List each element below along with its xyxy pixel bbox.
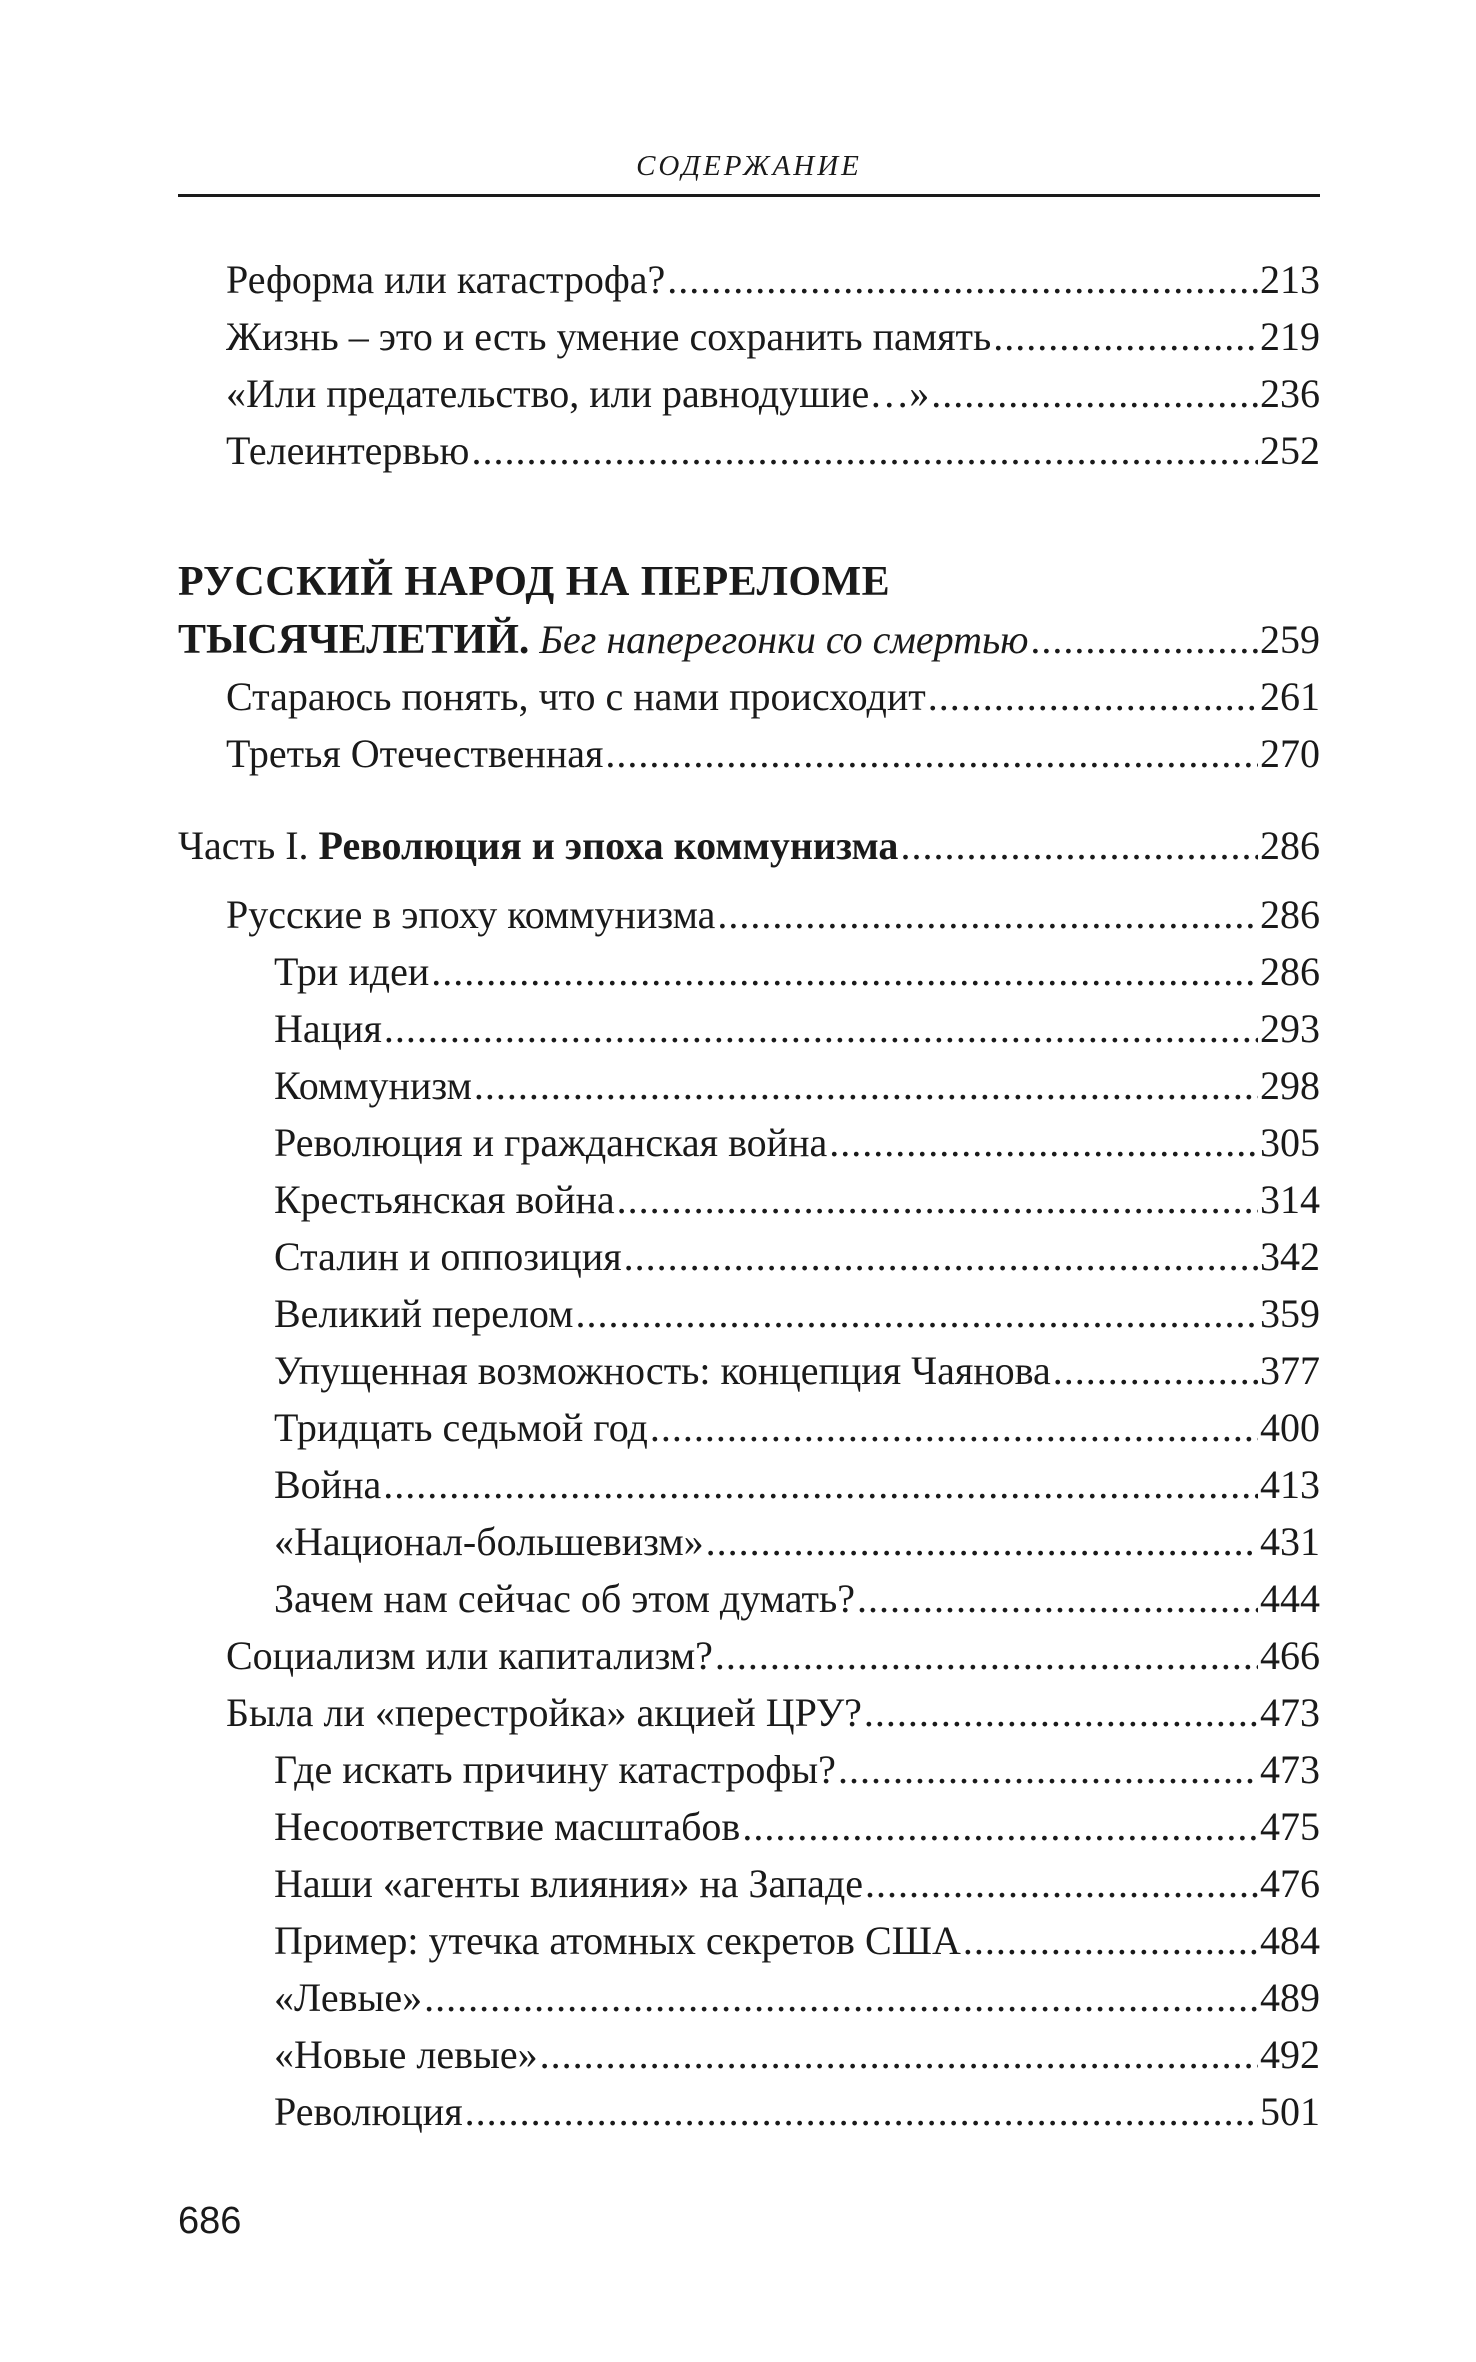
leader-dots [575, 1286, 1258, 1342]
leader-dots [900, 818, 1258, 874]
leader-dots [474, 1058, 1258, 1114]
toc-entry-title: «Или предательство, или равнодушие…» [226, 371, 930, 416]
leader-dots [717, 887, 1258, 943]
leader-dots [624, 1229, 1258, 1285]
toc-entry[interactable] [226, 252, 1320, 308]
section-subtitle: Бег наперегонки со смертью [539, 617, 1029, 662]
toc-entry-title: Стараюсь понять, что с нами происходит [226, 674, 926, 719]
toc-entry-page: 444 [1260, 1576, 1320, 1621]
toc-entry[interactable] [274, 2027, 1320, 2083]
toc-entry[interactable] [274, 944, 1320, 1000]
toc-entry-page: 298 [1260, 1063, 1320, 1108]
toc-entry[interactable] [274, 1115, 1320, 1171]
toc-entry[interactable] [274, 1229, 1320, 1285]
toc-entry[interactable] [226, 366, 1320, 422]
toc-entry-page: 286 [1260, 892, 1320, 937]
toc-entry-title: Упущенная возможность: концепция Чаянова [274, 1348, 1051, 1393]
leader-dots [931, 366, 1258, 422]
toc-entry[interactable] [226, 1628, 1320, 1684]
header-rule [178, 194, 1320, 197]
toc-entry-title: Телеинтервью [226, 428, 470, 473]
toc-entry-page: 261 [1260, 674, 1320, 719]
toc-entry-title: «Новые левые» [274, 2032, 538, 2077]
toc-entry-page: 475 [1260, 1804, 1320, 1849]
toc-entry[interactable] [226, 669, 1320, 725]
leader-dots [829, 1115, 1258, 1171]
toc-entry-title: Революция [274, 2089, 463, 2134]
toc-entry-page: 252 [1260, 428, 1320, 473]
toc-entry-title: Была ли «перестройка» акцией ЦРУ? [226, 1690, 862, 1735]
section-entry[interactable] [178, 612, 1320, 668]
toc-entry-page: 473 [1260, 1747, 1320, 1792]
toc-entry-title: Тридцать седьмой год [274, 1405, 648, 1450]
toc-entry-title: Несоответствие масштабов [274, 1804, 741, 1849]
leader-dots [540, 2027, 1258, 2083]
toc-entry-title: Зачем нам сейчас об этом думать? [274, 1576, 855, 1621]
toc-entry-title: Наши «агенты влияния» на Западе [274, 1861, 864, 1906]
toc-entry-title: Жизнь – это и есть умение сохранить память [226, 314, 992, 359]
toc-entry-page: 236 [1260, 371, 1320, 416]
toc-entry[interactable] [274, 1400, 1320, 1456]
section-entry-title [178, 612, 1028, 668]
section-heading: РУССКИЙ НАРОД НА ПЕРЕЛОМЕ [178, 559, 891, 605]
toc-entry[interactable] [274, 1286, 1320, 1342]
toc-entry[interactable] [226, 887, 1320, 943]
leader-dots [383, 1457, 1258, 1513]
leader-dots [471, 423, 1258, 479]
toc-entry-title: «Национал-большевизм» [274, 1519, 704, 1564]
toc-entry[interactable] [274, 1172, 1320, 1228]
leader-dots [424, 1970, 1258, 2026]
toc-entry[interactable] [274, 1343, 1320, 1399]
toc-entry-title: Великий перелом [274, 1291, 574, 1336]
toc-entry-page: 213 [1260, 257, 1320, 302]
toc-entry-page: 484 [1260, 1918, 1320, 1963]
part-title: Революция и эпоха коммунизма [318, 823, 899, 868]
toc-entry[interactable] [274, 2084, 1320, 2140]
leader-dots [431, 944, 1258, 1000]
toc-entry[interactable] [274, 1970, 1320, 2026]
toc-entry-page: 314 [1260, 1177, 1320, 1222]
leader-dots [715, 1628, 1258, 1684]
part-entry[interactable] [178, 818, 1320, 874]
toc-entry-title: Сталин и оппозиция [274, 1234, 622, 1279]
toc-entry[interactable] [226, 1685, 1320, 1741]
toc-entry-page: 492 [1260, 2032, 1320, 2077]
leader-dots [928, 669, 1258, 725]
toc-entry-title: «Левые» [274, 1975, 423, 2020]
toc-entry-title: Пример: утечка атомных секретов США [274, 1918, 961, 1963]
toc-entry-page: 219 [1260, 314, 1320, 359]
toc-entry[interactable] [274, 1913, 1320, 1969]
leader-dots [706, 1514, 1258, 1570]
toc-entry-title: Где искать причину катастрофы? [274, 1747, 836, 1792]
leader-dots [667, 252, 1258, 308]
toc-entry[interactable] [274, 1856, 1320, 1912]
toc-entry-page: 400 [1260, 1405, 1320, 1450]
toc-entry-page: 473 [1260, 1690, 1320, 1735]
toc-entry-page: 305 [1260, 1120, 1320, 1165]
toc-entry[interactable] [274, 1742, 1320, 1798]
toc-entry-page: 359 [1260, 1291, 1320, 1336]
leader-dots [963, 1913, 1258, 1969]
toc-entry-page: 466 [1260, 1633, 1320, 1678]
page-number: 686 [178, 2200, 242, 2242]
section-page: 259 [1260, 617, 1320, 662]
toc-entry[interactable] [274, 1457, 1320, 1513]
toc-entry-title: Коммунизм [274, 1063, 472, 1108]
leader-dots [605, 726, 1258, 782]
toc-entry-page: 293 [1260, 1006, 1320, 1051]
toc-entry-page: 489 [1260, 1975, 1320, 2020]
toc-entry[interactable] [226, 726, 1320, 782]
leader-dots [1030, 612, 1258, 668]
part-page: 286 [1260, 823, 1320, 868]
leader-dots [993, 309, 1258, 365]
toc-entry-title: Реформа или катастрофа? [226, 257, 666, 302]
leader-dots [617, 1172, 1258, 1228]
toc-entry-page: 270 [1260, 731, 1320, 776]
toc-entry[interactable] [274, 1571, 1320, 1627]
toc-entry-page: 476 [1260, 1861, 1320, 1906]
part-entry-title [178, 818, 898, 874]
leader-dots [1053, 1343, 1258, 1399]
toc-entry-title: Война [274, 1462, 382, 1507]
leader-dots [650, 1400, 1258, 1456]
toc-entry-title: Третья Отечественная [226, 731, 604, 776]
toc-entry-page: 286 [1260, 949, 1320, 994]
leader-dots [838, 1742, 1258, 1798]
toc-entry[interactable] [274, 1001, 1320, 1057]
toc-entry-page: 431 [1260, 1519, 1320, 1564]
toc-entry-title: Крестьянская война [274, 1177, 615, 1222]
toc-entry-title: Нация [274, 1006, 382, 1051]
toc-entry[interactable] [274, 1058, 1320, 1114]
leader-dots [384, 1001, 1258, 1057]
toc-entry-title: Социализм или капитализм? [226, 1633, 713, 1678]
leader-dots [465, 2084, 1258, 2140]
section-title-bold: ТЫСЯЧЕЛЕТИЙ. [178, 617, 530, 663]
toc-entry-page: 377 [1260, 1348, 1320, 1393]
part-prefix: Часть I. [178, 823, 309, 868]
toc-entry[interactable] [274, 1799, 1320, 1855]
leader-dots [865, 1856, 1258, 1912]
leader-dots [857, 1571, 1258, 1627]
toc-entry-page: 501 [1260, 2089, 1320, 2134]
leader-dots [864, 1685, 1258, 1741]
toc-entry-page: 413 [1260, 1462, 1320, 1507]
toc-entry[interactable] [226, 309, 1320, 365]
toc-entry-page: 342 [1260, 1234, 1320, 1279]
toc-entry[interactable] [226, 423, 1320, 479]
leader-dots [742, 1799, 1258, 1855]
toc-entry-title: Революция и гражданская война [274, 1120, 828, 1165]
toc-entry-title: Русские в эпоху коммунизма [226, 892, 716, 937]
toc-entry[interactable] [274, 1514, 1320, 1570]
running-head: СОДЕРЖАНИЕ [636, 150, 862, 182]
toc-entry-title: Три идеи [274, 949, 430, 994]
